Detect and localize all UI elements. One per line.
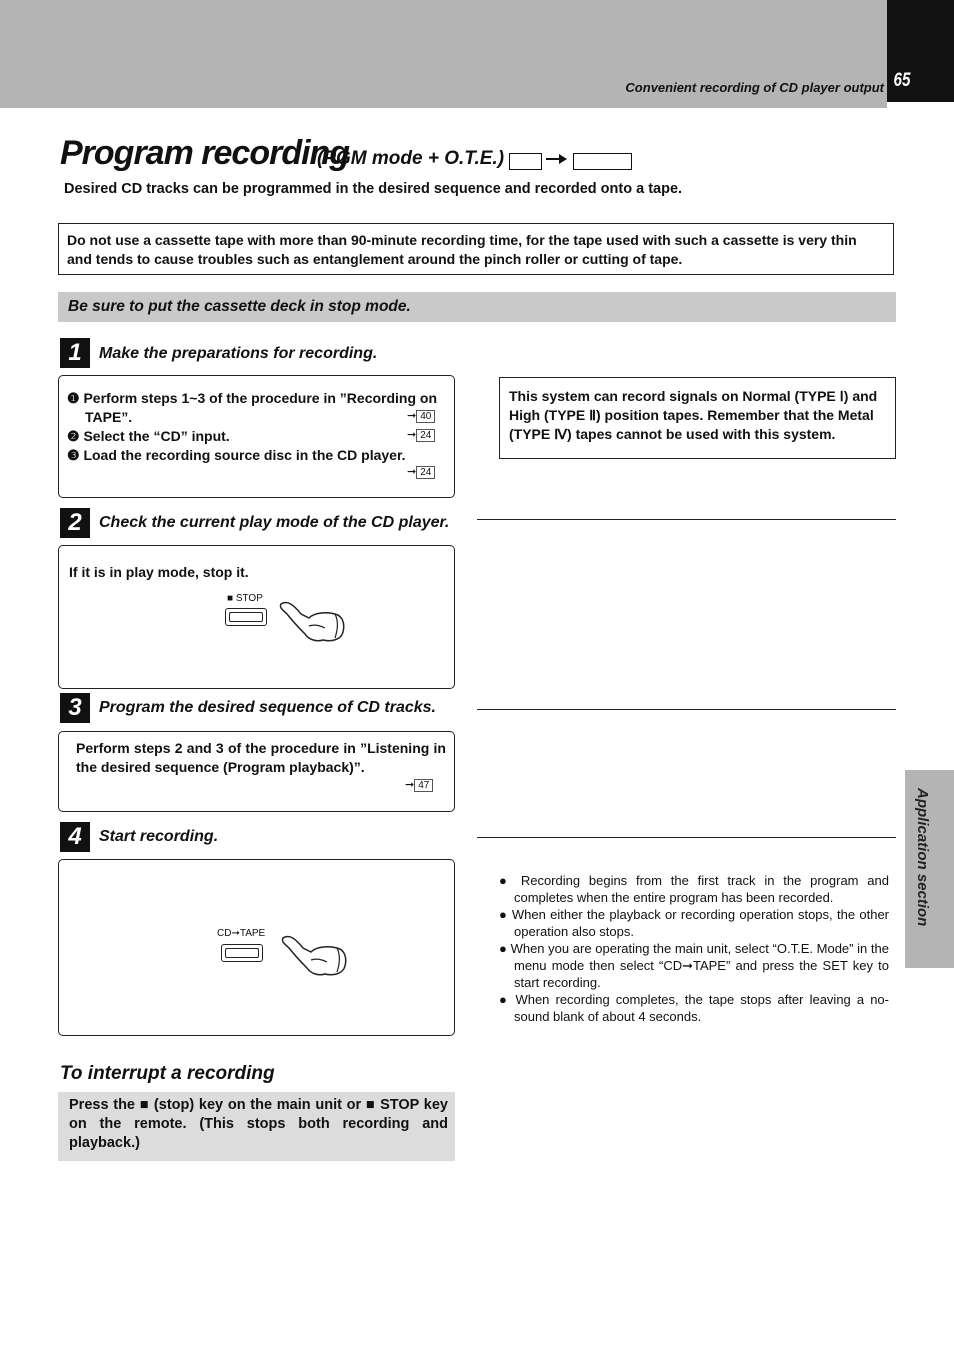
page-title: Program recording: [60, 134, 350, 172]
warning-box: Do not use a cassette tape with more than 90-minute recording time, for the tape used with such a cassette is very thin and tends to cause troubles such as entanglement around the pinch roller or cutting of tape.: [58, 223, 894, 275]
running-title: Convenient recording of CD player output: [625, 80, 884, 95]
side-tab-label: Application section: [914, 788, 931, 927]
step-3-title: Program the desired sequence of CD tracks.: [99, 699, 436, 716]
divider: [477, 837, 896, 838]
pointing-hand-icon: [279, 598, 347, 649]
step-4-title: Start recording.: [99, 828, 219, 845]
list-item: ● When either the playback or recording operation stops, the other operation also stops.: [499, 907, 889, 939]
divider: [477, 709, 896, 710]
page-number: 65: [893, 70, 911, 91]
step-1-number: 1: [60, 338, 90, 368]
reference-book-icon: ➞ 24: [407, 428, 435, 442]
step-3-number: 3: [60, 693, 90, 723]
step-2-number: 2: [60, 508, 90, 538]
interrupt-heading: To interrupt a recording: [60, 1063, 275, 1084]
stop-key-label: ■ STOP: [227, 593, 263, 604]
step-2-text: If it is in play mode, stop it.: [69, 564, 249, 580]
step-1-box: [58, 375, 455, 498]
intro-text: Desired CD tracks can be programmed in the desired sequence and recorded onto a tape.: [64, 181, 683, 197]
step-1-item-1: ❶ Perform steps 1~3 of the procedure in ”Recording on TAPE”.: [67, 390, 438, 425]
step-4-box: [58, 859, 455, 1036]
cd-tape-key[interactable]: [221, 944, 263, 962]
destination-indicator-box: [573, 153, 632, 170]
step-4-number: 4: [60, 822, 90, 852]
divider: [477, 519, 896, 520]
step-2-title: Check the current play mode of the CD player.: [99, 514, 450, 531]
cd-tape-key-label: CD➞TAPE: [217, 928, 266, 939]
stop-key[interactable]: [225, 608, 267, 626]
section-side-tab: [905, 770, 954, 968]
step-1-item-3: ❸ Load the recording source disc in the CD player.: [67, 447, 406, 463]
reference-book-icon: ➞ 47: [405, 778, 433, 792]
step-1-item-2: ❷ Select the “CD” input.: [67, 428, 230, 444]
interrupt-instructions: Press the ■ (stop) key on the main unit or ■ STOP key on the remote. (This stops both recording and playback.): [58, 1092, 455, 1161]
step-3-text: Perform steps 2 and 3 of the procedure in ”Listening in the desired sequence (Program playback)”.: [76, 740, 446, 775]
page-subtitle: (PGM mode + O.T.E.): [317, 148, 505, 169]
source-indicator-box: [509, 153, 542, 170]
step-3-box: [58, 731, 455, 812]
step-1-title: Make the preparations for recording.: [99, 345, 378, 362]
list-item: ● When recording completes, the tape stops after leaving a no-sound blank of about 4 seconds.: [499, 992, 889, 1024]
list-item: ● Recording begins from the first track in the program and completes when the entire program has been recorded.: [499, 873, 889, 905]
recording-notes-list: [497, 872, 889, 1025]
stop-mode-note: Be sure to put the cassette deck in stop mode.: [68, 298, 411, 315]
stop-mode-band: [58, 292, 896, 322]
reference-book-icon: ➞ 40: [407, 409, 435, 423]
tape-type-note: This system can record signals on Normal (TYPE Ⅰ) and High (TYPE Ⅱ) position tapes. Remember that the Metal (TYPE Ⅳ) tapes cannot be used with this system.: [499, 377, 896, 459]
arrow-right-icon: [545, 151, 569, 172]
reference-book-icon: ➞ 24: [407, 465, 435, 479]
pointing-hand-icon: [281, 932, 349, 983]
list-item: ● When you are operating the main unit, select “O.T.E. Mode” in the menu mode then select “CD➞TAPE” and press the SET key to start recording.: [499, 941, 889, 990]
step-2-box: [58, 545, 455, 689]
